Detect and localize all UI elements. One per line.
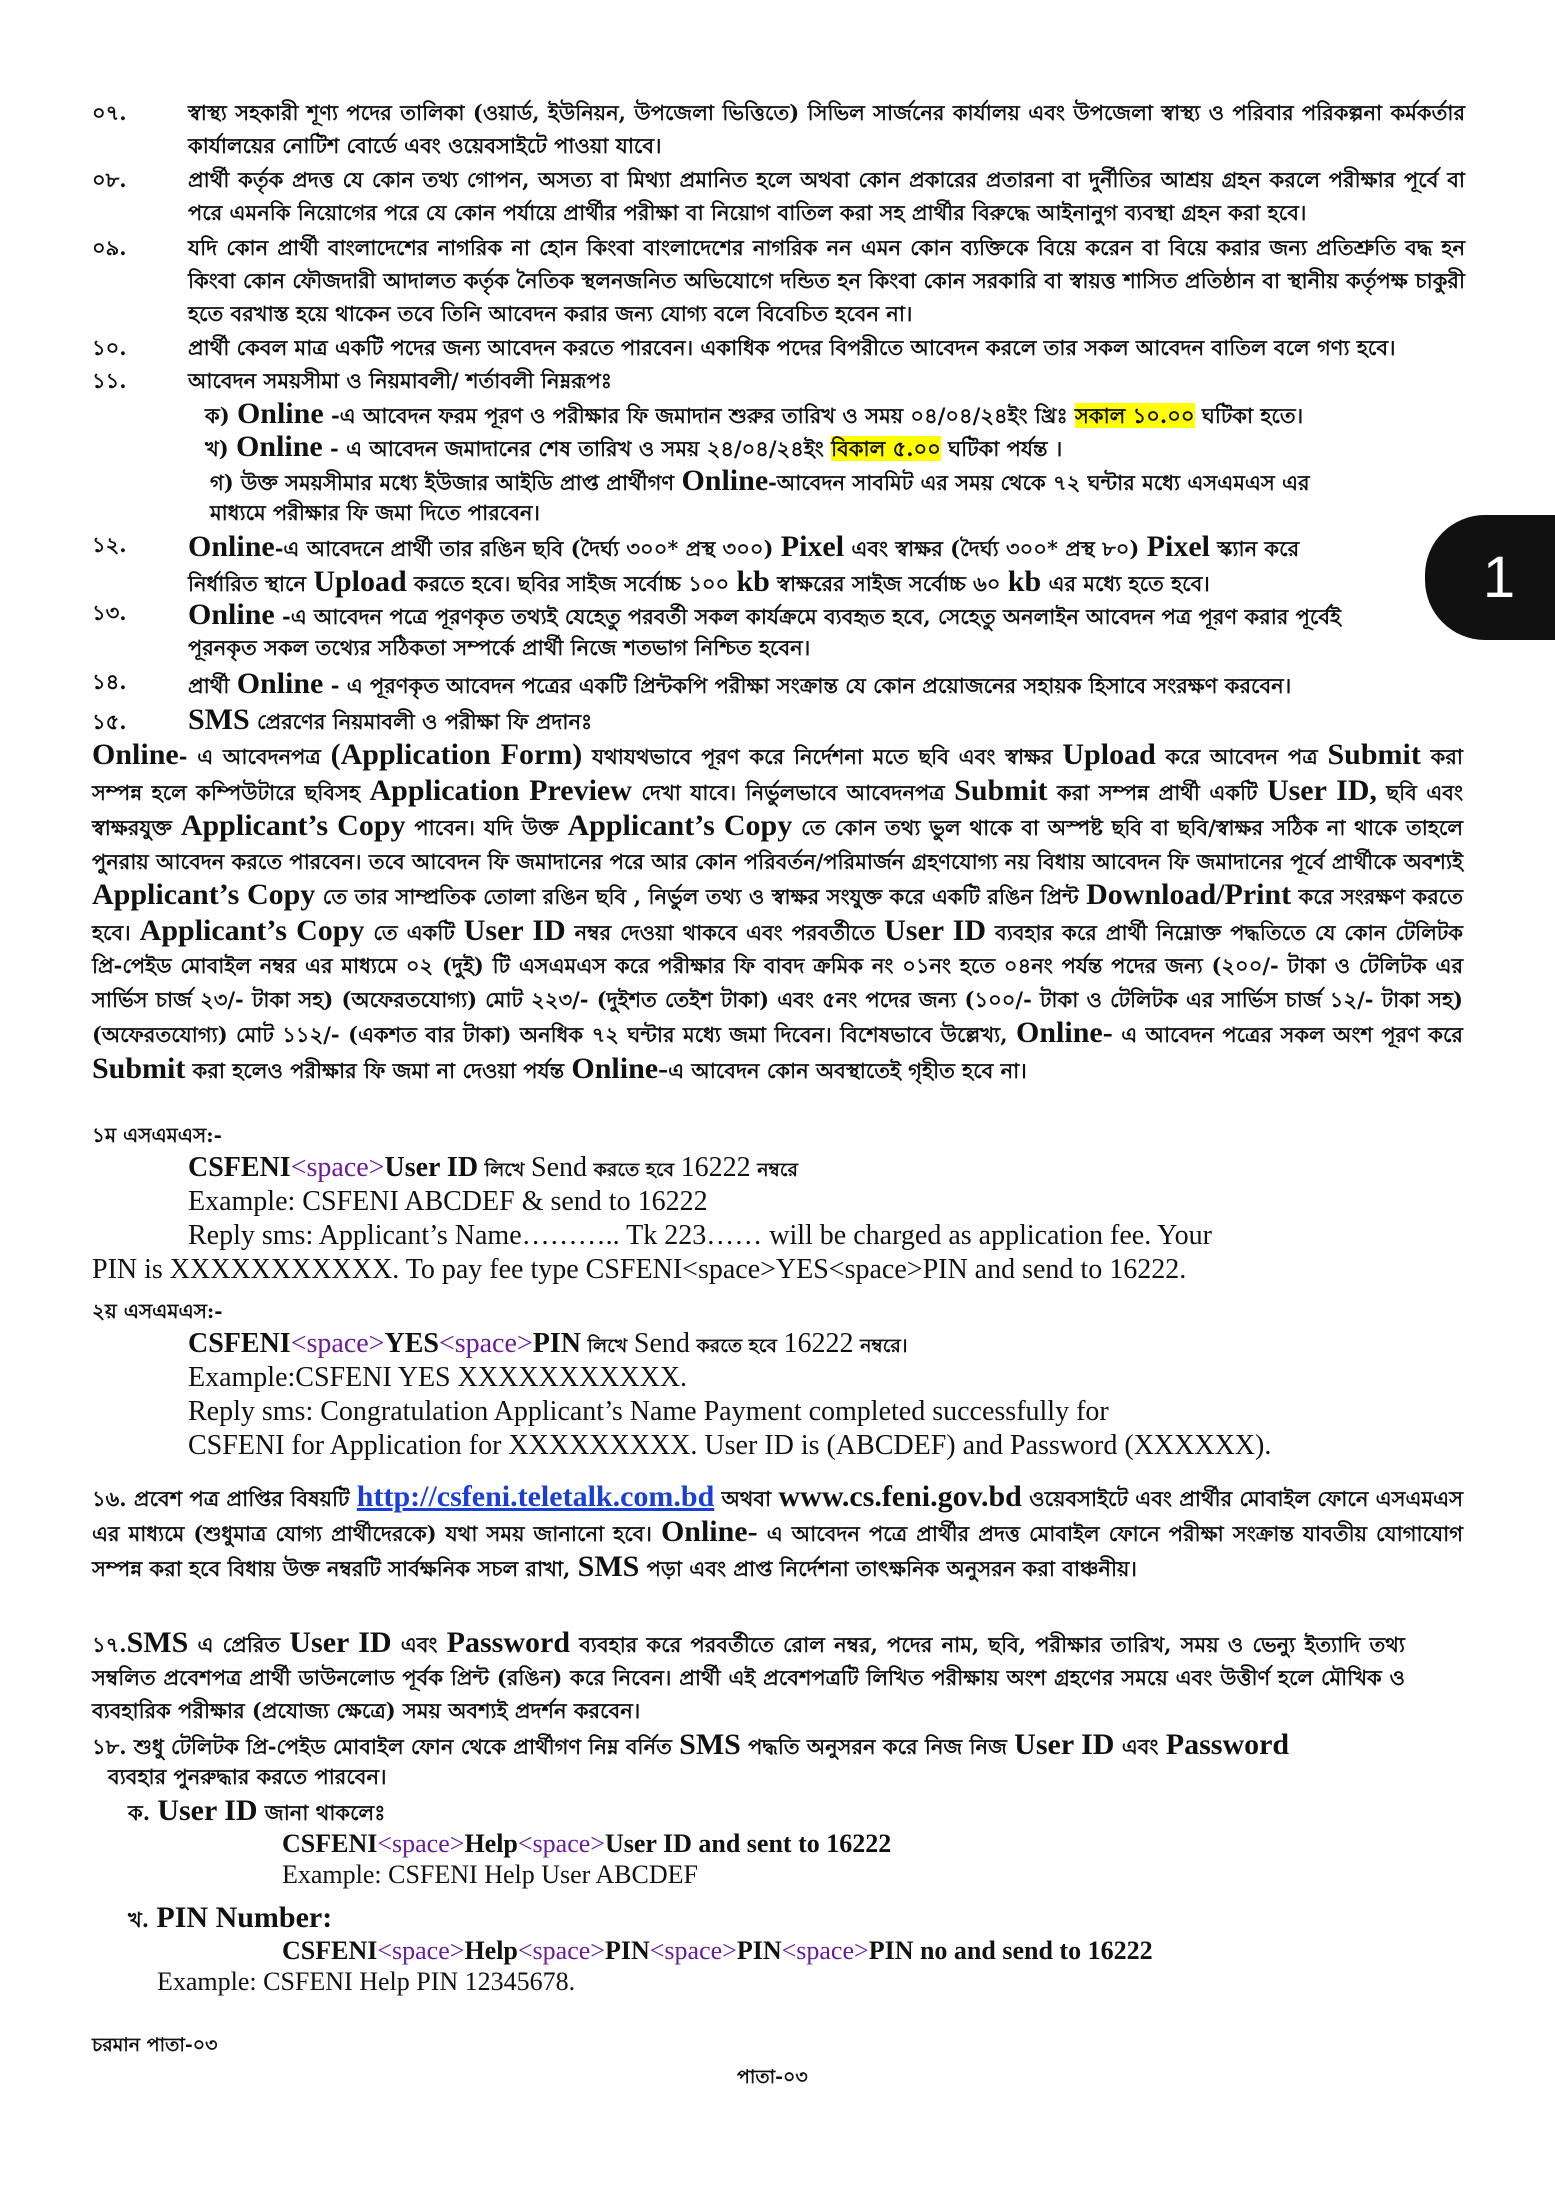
sub-text: -এ আবেদনে প্রার্থী তার রঙিন ছবি (দৈর্ঘ্য ৩০০* প্রস্থ ৩০০) bbox=[274, 536, 781, 561]
code-keyword: PIN bbox=[532, 1328, 581, 1359]
clause-10 bbox=[92, 331, 1465, 364]
sub-text: নির্ধারিত স্থানে bbox=[188, 571, 314, 596]
online-term: Online bbox=[236, 430, 323, 463]
website-text: www.cs.feni.gov.bd bbox=[778, 1480, 1022, 1513]
clause-number: ১৬. bbox=[92, 1486, 127, 1511]
sub-text: - এ আবেদন জমাদানের শেষ তারিখ ও সময় ২৪/০৪/২৪ইং bbox=[322, 436, 832, 461]
sub-text: এবং স্বাক্ষর (দৈর্ঘ্য ৩০০* প্রস্থ ৮০) bbox=[844, 536, 1147, 561]
sms1-reply-cont: PIN is XXXXXXXXXXX. To pay fee type CSFENI<space>YES<space>PIN and send to 16222. bbox=[92, 1254, 1187, 1285]
space-token: <space> bbox=[290, 1328, 385, 1359]
en-term: User ID bbox=[1014, 1728, 1115, 1761]
bn-text: প্রবেশ পত্র প্রাপ্তির বিষয়টি bbox=[126, 1486, 357, 1511]
online-term: Online bbox=[236, 667, 324, 700]
bn-text: এবং bbox=[1114, 1734, 1166, 1759]
en-term: (Application Form) bbox=[330, 738, 583, 771]
sub-text: গ) উক্ত সময়সীমার মধ্যে ইউজার আইডি প্রাপ্ত প্রার্থীগণ bbox=[210, 470, 682, 495]
code-keyword: Help bbox=[464, 1936, 518, 1965]
en-term: Online- bbox=[571, 1051, 669, 1085]
sub-text: -আবেদন সাবমিট এর সময় থেকে ৭২ ঘন্টার মধ্যে এসএমএস এর bbox=[768, 470, 1310, 495]
en-term: Upload bbox=[1062, 738, 1156, 771]
online-term: Online bbox=[188, 598, 275, 631]
teletalk-link[interactable]: http://csfeni.teletalk.com.bd bbox=[356, 1480, 715, 1513]
clause-14-number: ১৪. bbox=[92, 669, 127, 694]
bn-text: - এ আবেদনপত্র bbox=[178, 744, 331, 769]
code-keyword: CSFENI bbox=[282, 1936, 378, 1965]
en-term: Applicant’s Copy bbox=[567, 809, 793, 842]
code-keyword: CSFENI bbox=[282, 1829, 378, 1858]
bn-text: পড়া এবং প্রাপ্ত নির্দেশনা তাৎক্ষনিক অনুসরন করা বাঞ্চনীয়। bbox=[639, 1556, 1137, 1581]
space-token: <space> bbox=[649, 1936, 737, 1965]
clause-number: ০৯. bbox=[92, 235, 127, 260]
sms2-heading: ২য় এসএমএস:- bbox=[92, 1299, 223, 1323]
code-keyword: Send bbox=[531, 1152, 587, 1183]
bn-text: এ আবেদন পত্রে প্রার্থীর প্রদত্ত মোবাইল ফোনে পরীক্ষা সংক্রান্ত যাবতীয় যোগাযোগ সম্পন্ন করা হবে বিধায় উক্ত নম্বরটি সার্বক্ষনিক সচল রাখা, bbox=[92, 1521, 1463, 1581]
help-pin-format bbox=[282, 1934, 1153, 1968]
help-user-format bbox=[282, 1827, 891, 1861]
code-keyword: Help bbox=[464, 1829, 518, 1858]
clause-text: যদি কোন প্রার্থী বাংলাদেশের নাগরিক না হোন কিংবা বাংলাদেশের নাগরিক নন এমন কোন ব্যক্তিকে বিয়ে করেন বা বিয়ে করার জন্য প্রতিশ্রুতি বদ্ধ হন কিংবা কোন ফৌজদারী আদালত কর্তৃক নৈতিক স্থলনজনিত অভিযোগে দন্ডিত হন কিংবা কোন সরকারি বা স্বায়ত্ত শাসিত প্রতিষ্ঠান বা স্থানীয় কর্তৃপক্ষ চাকুরী হতে বরখাস্ত হয়ে থাকেন তবে তিনি আবেদন করার জন্য যোগ্য বলে বিবেচিত হবেন না। bbox=[188, 235, 1465, 326]
clause-15-number: ১৫. bbox=[92, 709, 127, 734]
clause-07 bbox=[92, 96, 1465, 162]
code-keyword: 16222 bbox=[680, 1152, 751, 1183]
bn-text: জানা থাকলেঃ bbox=[257, 1800, 386, 1825]
space-token: <space> bbox=[290, 1152, 385, 1183]
sub-text: প্রার্থী bbox=[188, 673, 237, 698]
clause-11-c bbox=[210, 464, 1310, 498]
bn-text: ওয়েবসাইটে এবং প্রার্থীর মোবাইল ফোনে এসএমএস এর মাধ্যমে (শুধুমাত্র যোগ্য প্রার্থীদেরকে) যথা সময় জানানো হবে। bbox=[92, 1486, 1464, 1546]
clause-number: ১০. bbox=[92, 335, 127, 360]
pixel-term: Pixel bbox=[1146, 530, 1210, 563]
en-term: User ID bbox=[463, 913, 566, 947]
clause-11 bbox=[92, 364, 1465, 397]
pixel-term: Pixel bbox=[780, 530, 845, 563]
sub-text: করতে হবে। ছবির সাইজ সর্বোচ্চ ১০০ bbox=[406, 571, 737, 596]
en-term: User ID bbox=[157, 1794, 258, 1827]
clause-16 bbox=[92, 1480, 1463, 1585]
clause-number: ০৮. bbox=[92, 167, 127, 192]
code-keyword: CSFENI bbox=[188, 1328, 291, 1359]
sub-text: স্বাক্ষরের সাইজ সর্বোচ্চ ৬০ bbox=[769, 571, 1008, 596]
en-term: User ID bbox=[289, 1626, 392, 1659]
bn-text: করতে হবে bbox=[689, 1335, 784, 1357]
bn-text: শুধু টেলিটক প্রি-পেইড মোবাইল ফোন থেকে প্রার্থীগণ নিম্ন বর্নিত bbox=[126, 1734, 680, 1759]
upload-term: Upload bbox=[313, 565, 407, 598]
bn-text: তে কোন তথ্য ভুল থাকে বা অস্পষ্ট ছবি বা ছবি/স্বাক্ষর সঠিক না থাকে তাহলে পুনরায় আবেদন করতে পারবেন। তবে আবেদন ফি জমাদানের পরে আর কোন পরিবর্তন/পরিমার্জন গ্রহণযোগ্য নয় বিধায় আবেদন ফি জমাদানের পূর্বে প্রার্থীকে অবশ্যই bbox=[92, 815, 1463, 874]
end-time-highlight: বিকাল ৫.০০ bbox=[831, 436, 941, 461]
sms1-reply: Reply sms: Applicant’s Name……….. Tk 223…… will be charged as application fee. Your bbox=[188, 1220, 1212, 1251]
bn-text: করে আবেদন পত্র bbox=[1155, 744, 1328, 769]
clause-18-ka bbox=[128, 1794, 385, 1828]
code-keyword: PIN bbox=[736, 1936, 782, 1965]
clause-13-number: ১৩. bbox=[92, 600, 127, 625]
bn-text: পদ্ধতি অনুসরন করে নিজ নিজ bbox=[740, 1734, 1015, 1759]
code-keyword: User ID bbox=[384, 1152, 479, 1183]
bn-text: নম্বরে bbox=[750, 1159, 798, 1181]
clause-11-a bbox=[205, 397, 1303, 431]
bn-text: এ আবেদন পত্রের সকল অংশ পূরণ করে bbox=[1112, 1022, 1463, 1047]
sub-text: ঘটিকা হতে। bbox=[1194, 403, 1304, 428]
bn-text: ব্যবহার করে প্রার্থী নিম্নোক্ত পদ্ধতিতে যে কোন টেলিটক প্রি-পেইড মোবাইল নম্বর এর মাধ্যমে ০২ (দুই) টি এসএমএস করে পরীক্ষার ফি বাবদ ক্রমিক নং ০১নং হতে ০৪নং পর্যন্ত পদের জন্য (২০০/- টাকা ও টেলিটক এর সার্ভিস চার্জ ২৩/- টাকা সহ) (অফেরতযোগ্য) মোট ২২৩/- (দুইশত তেইশ টাকা) এবং ৫নং পদের জন্য (১০০/- টাকা ও টেলিটক এর সার্ভিস চার্জ ১২/- টাকা সহ) (অফেরতযোগ্য) মোট ১১২/- (একশত বার টাকা) অনধিক ৭২ ঘন্টার মধ্যে জমা দিবেন। বিশেষভাবে উল্লেখ্য, bbox=[92, 919, 1463, 1047]
space-token: <space> bbox=[517, 1829, 605, 1858]
en-term: Password bbox=[446, 1626, 571, 1659]
sub-text: -এ আবেদন ফরম পূরণ ও পরীক্ষার ফি জমাদান শুরুর তারিখ ও সময় ০৪/০৪/২৪ইং খ্রিঃ bbox=[323, 403, 1076, 428]
clause-text: স্বাস্থ্য সহকারী শূণ্য পদের তালিকা (ওয়ার্ড, ইউনিয়ন, উপজেলা ভিত্তিতে) সিভিল সার্জনের কার্যালয় এবং উপজেলা স্বাস্থ্য ও পরিবার পরিকল্পনা কর্মকর্তার কার্যালয়ের নোটিশ বোর্ডে এবং ওয়েবসাইটে পাওয়া যাবে। bbox=[188, 100, 1465, 158]
clause-14-text bbox=[188, 667, 1291, 701]
clause-text: প্রার্থী কেবল মাত্র একটি পদের জন্য আবেদন করতে পারবেন। একাধিক পদের বিপরীতে আবেদন করলে তার সকল আবেদন বাতিল বলে গণ্য হবে। bbox=[188, 335, 1396, 360]
clause-09 bbox=[92, 231, 1465, 331]
en-term: Submit bbox=[1327, 738, 1421, 771]
kb-term: kb bbox=[736, 565, 770, 598]
online-term: Online bbox=[681, 464, 769, 497]
space-token: <space> bbox=[517, 1936, 605, 1965]
clause-text: প্রার্থী কর্তৃক প্রদত্ত যে কোন তথ্য গোপন, অসত্য বা মিথ্যা প্রমানিত হলে অথবা কোন প্রকারের প্রতারনা বা দুর্নীতির আশ্রয় গ্রহন করলে পরীক্ষার পূর্বে বা পরে এমনকি নিয়োগের পরে যে কোন পর্যায়ে প্রার্থীর পরীক্ষা বা নিয়োগ বাতিল করা সহ প্রার্থীর বিরুদ্ধে আইনানুগ ব্যবস্থা গ্রহন করা হবে। bbox=[188, 167, 1465, 225]
en-term: Submit bbox=[954, 773, 1048, 807]
bn-text: ছবি এবং স্বাক্ষরযুক্ত bbox=[92, 779, 1464, 840]
space-token: <space> bbox=[438, 1328, 533, 1359]
clause-13-line2: পূরনকৃত সকল তথ্যের সঠিকতা সম্পর্কে প্রার্থী নিজে শতভাগ নিশ্চিত হবেন। bbox=[188, 635, 811, 660]
space-token: <space> bbox=[377, 1829, 465, 1858]
sms-rules-paragraph bbox=[92, 738, 1463, 1087]
sub-marker: ক) bbox=[205, 403, 230, 428]
en-term: Applicant’s Copy bbox=[92, 878, 316, 911]
start-time-highlight: সকাল ১০.০০ bbox=[1075, 403, 1195, 428]
bn-text: লিখে bbox=[478, 1159, 531, 1181]
sms2-example: Example:CSFENI YES XXXXXXXXXXX. bbox=[188, 1362, 688, 1393]
bn-text: দেখা যাবে। নির্ভুলভাবে আবেদনপত্র bbox=[631, 779, 955, 805]
clause-number: ০৭. bbox=[92, 100, 127, 125]
clause-text: আবেদন সময়সীমা ও নিয়মাবলী/ শর্তাবলী নিম্নরূপঃ bbox=[188, 368, 612, 393]
en-term: Online bbox=[92, 738, 179, 771]
en-term: Download/Print bbox=[1086, 878, 1292, 911]
bn-text: এ প্রেরিত bbox=[188, 1632, 290, 1657]
bn-text: অথবা bbox=[714, 1486, 779, 1511]
bn-text: পাবেন। যদি উক্ত bbox=[405, 815, 568, 840]
bn-text: করতে হবে bbox=[587, 1159, 681, 1181]
code-keyword: CSFENI bbox=[188, 1152, 291, 1183]
bn-text: করা সম্পন্ন হলে কম্পিউটারে ছবিসহ bbox=[92, 744, 1463, 805]
en-term: Applicant’s Copy bbox=[180, 809, 406, 842]
clause-11-b bbox=[205, 430, 1062, 464]
sub-text: এর মধ্যে হতে হবে। bbox=[1041, 571, 1210, 596]
clause-12-line1 bbox=[188, 530, 1299, 564]
clause-08 bbox=[92, 163, 1465, 229]
clause-12-number: ১২. bbox=[92, 532, 127, 557]
space-token: <space> bbox=[377, 1936, 465, 1965]
clause-18-line1 bbox=[92, 1728, 1289, 1762]
code-keyword: PIN bbox=[604, 1936, 650, 1965]
bn-text: এবং bbox=[391, 1632, 447, 1657]
en-term: Online- bbox=[1016, 1016, 1113, 1049]
sub-text: প্রেরণের নিয়মাবলী ও পরীক্ষা ফি প্রদানঃ bbox=[249, 709, 593, 734]
help-user-example: Example: CSFENI Help User ABCDEF bbox=[282, 1860, 698, 1889]
en-term: Online- bbox=[660, 1515, 758, 1548]
bn-text: করা হলেও পরীক্ষার ফি জমা না দেওয়া পর্যন্ত bbox=[185, 1057, 572, 1083]
sub-text: -এ আবেদন পত্রে পূরণকৃত তথ্যই যেহেতু পরবর্তী সকল কার্যক্রমে ব্যবহৃত হবে, সেহেতু অনলাইন আবেদন পত্র পূরণ করার পূর্বেই bbox=[274, 604, 1341, 629]
en-term: User ID bbox=[884, 913, 987, 947]
sub-marker: খ) bbox=[205, 436, 229, 461]
online-term: Online bbox=[236, 397, 324, 430]
clause-number: ১১. bbox=[92, 368, 127, 393]
bn-text: করা সম্পন্ন প্রার্থী একটি bbox=[1047, 779, 1267, 805]
sms-term: SMS bbox=[188, 703, 250, 736]
space-token: <space> bbox=[781, 1936, 869, 1965]
kb-term: kb bbox=[1007, 565, 1042, 598]
clause-18-kha bbox=[128, 1901, 332, 1935]
bn-text: তে তার সাম্প্রতিক তোলা রঙিন ছবি , নির্ভুল তথ্য ও স্বাক্ষর সংযুক্ত করে একটি রঙিন প্রিন্ট bbox=[315, 884, 1087, 909]
clause-number: ১৮. bbox=[92, 1734, 127, 1759]
page-number: পাতা-০৩ bbox=[737, 2066, 808, 2088]
sub-marker: খ. bbox=[128, 1907, 157, 1932]
bn-text: তে একটি bbox=[364, 919, 464, 945]
sub-text: ঘটিকা পর্যন্ত । bbox=[940, 436, 1063, 461]
sub-text: - এ পূরণকৃত আবেদন পত্রের একটি প্রিন্টকপি পরীক্ষা সংক্রান্ত যে কোন প্রয়োজনের সহায়ক হিসাবে সংরক্ষণ করবেন। bbox=[323, 673, 1292, 698]
clause-15-title bbox=[188, 703, 592, 737]
running-page-label: চরমান পাতা-০৩ bbox=[92, 2034, 218, 2056]
code-keyword: PIN no and send to 16222 bbox=[868, 1936, 1153, 1965]
en-term: User ID, bbox=[1266, 773, 1377, 807]
code-keyword: YES bbox=[384, 1328, 439, 1359]
clause-12-line2 bbox=[188, 565, 1210, 599]
sms2-format bbox=[188, 1327, 908, 1363]
code-keyword: Send bbox=[633, 1328, 690, 1359]
help-pin-example: Example: CSFENI Help PIN 12345678. bbox=[157, 1967, 576, 1996]
clause-11-c-cont: মাধ্যমে পরীক্ষার ফি জমা দিতে পারবেন। bbox=[210, 500, 540, 525]
clause-number: ১৭. bbox=[92, 1632, 127, 1657]
bn-text: যথাযথভাবে পূরণ করে নির্দেশনা মতে ছবি এবং স্বাক্ষর bbox=[582, 744, 1063, 769]
en-term: SMS bbox=[577, 1550, 640, 1583]
page-badge: 1 bbox=[1425, 515, 1555, 640]
sms2-reply-cont: CSFENI for Application for XXXXXXXXX. User ID is (ABCDEF) and Password (XXXXXX). bbox=[188, 1430, 1272, 1461]
en-term: Password bbox=[1165, 1728, 1290, 1761]
en-term: SMS bbox=[126, 1626, 189, 1659]
sms1-heading: ১ম এসএমএস:- bbox=[92, 1123, 222, 1147]
sms1-format bbox=[188, 1151, 798, 1187]
clause-17 bbox=[92, 1626, 1405, 1727]
en-term: Application Preview bbox=[369, 773, 632, 807]
sms1-example: Example: CSFENI ABCDEF & send to 16222 bbox=[188, 1186, 708, 1217]
bn-text: এ আবেদন কোন অবস্থাতেই গৃহীত হবে না। bbox=[668, 1057, 1027, 1083]
clause-13-line1 bbox=[188, 598, 1341, 632]
code-keyword: 16222 bbox=[783, 1328, 854, 1359]
bn-text: নম্বরে। bbox=[853, 1335, 908, 1357]
sms2-reply: Reply sms: Congratulation Applicant’s Name Payment completed successfully for bbox=[188, 1396, 1109, 1427]
en-term: Applicant’s Copy bbox=[139, 913, 365, 947]
bn-text: লিখে bbox=[580, 1335, 634, 1357]
bn-text: নম্বর দেওয়া থাকবে এবং পরবর্তীতে bbox=[565, 919, 885, 945]
bn-text: ব্যবহার করে পরবর্তীতে রোল নম্বর, পদের নাম, ছবি, পরীক্ষার তারিখ, সময় ও ভেন্যু ইত্যাদি তথ্য সম্বলিত প্রবেশপত্র প্রার্থী ডাউনলোড পূর্বক প্রিন্ট (রঙিন) করে নিবেন। প্রার্থী এই প্রবেশপত্রটি লিখিত পরীক্ষায় অংশ গ্রহণের সময়ে এবং উত্তীর্ণ হলে মৌখিক ও ব্যবহারিক পরীক্ষার (প্রযোজ্য ক্ষেত্রে) সময় অবশ্যই প্রদর্শন করবেন। bbox=[92, 1632, 1405, 1723]
sub-marker: ক. bbox=[128, 1800, 158, 1825]
en-term: SMS bbox=[679, 1728, 741, 1761]
bn-text: করে সংরক্ষণ করতে হবে। bbox=[92, 884, 1463, 945]
clause-18-line2: ব্যবহার পুনরুদ্ধার করতে পারবেন। bbox=[108, 1764, 387, 1789]
en-term: PIN Number: bbox=[156, 1901, 333, 1934]
sub-text: স্ক্যান করে bbox=[1209, 536, 1300, 561]
en-term: Submit bbox=[92, 1051, 186, 1085]
code-keyword: User ID and sent to 16222 bbox=[604, 1829, 892, 1858]
online-term: Online bbox=[188, 530, 275, 563]
